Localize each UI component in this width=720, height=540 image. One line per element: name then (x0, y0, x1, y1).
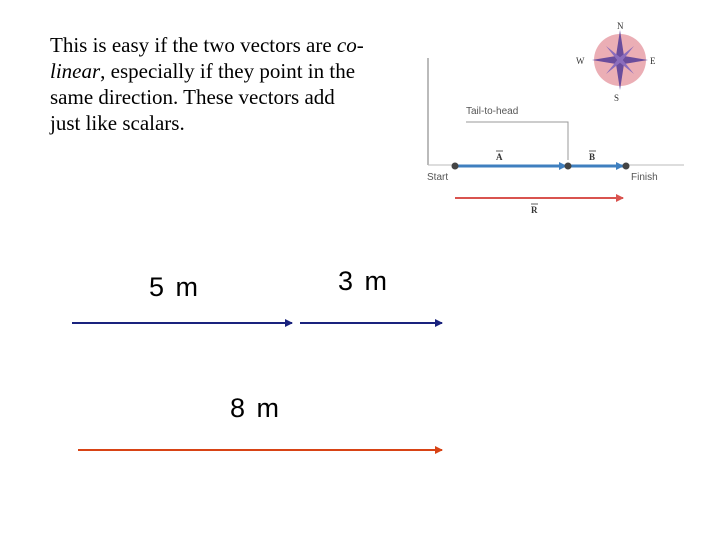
start-point (452, 163, 459, 170)
body-text-part1: This is easy if the two vectors are (50, 33, 337, 57)
compass-east: E (650, 56, 656, 66)
compass-west: W (576, 56, 585, 66)
diagram-vector-r-label: R (531, 205, 538, 215)
compass-rose-icon (576, 21, 656, 103)
tail-to-head-pointer (466, 122, 568, 160)
vector-3m-label: 3 m (338, 266, 390, 296)
diagram-vector-b-label: B (589, 152, 596, 162)
body-text-part2: , especially if they point in the same direction. These vectors add just like scalars. (50, 59, 356, 135)
resultant-8m-label: 8 m (230, 393, 282, 423)
diagram-vector-a-label: A (496, 152, 503, 162)
mid-point (565, 163, 572, 170)
compass-north: N (617, 21, 624, 31)
vector-5m-label: 5 m (149, 272, 201, 302)
tail-to-head-label: Tail-to-head (466, 106, 519, 117)
finish-label: Finish (631, 172, 658, 183)
body-text-emphasis: co-linear (50, 33, 364, 83)
finish-point (623, 163, 630, 170)
compass-south: S (614, 93, 620, 103)
start-label: Start (427, 172, 449, 183)
